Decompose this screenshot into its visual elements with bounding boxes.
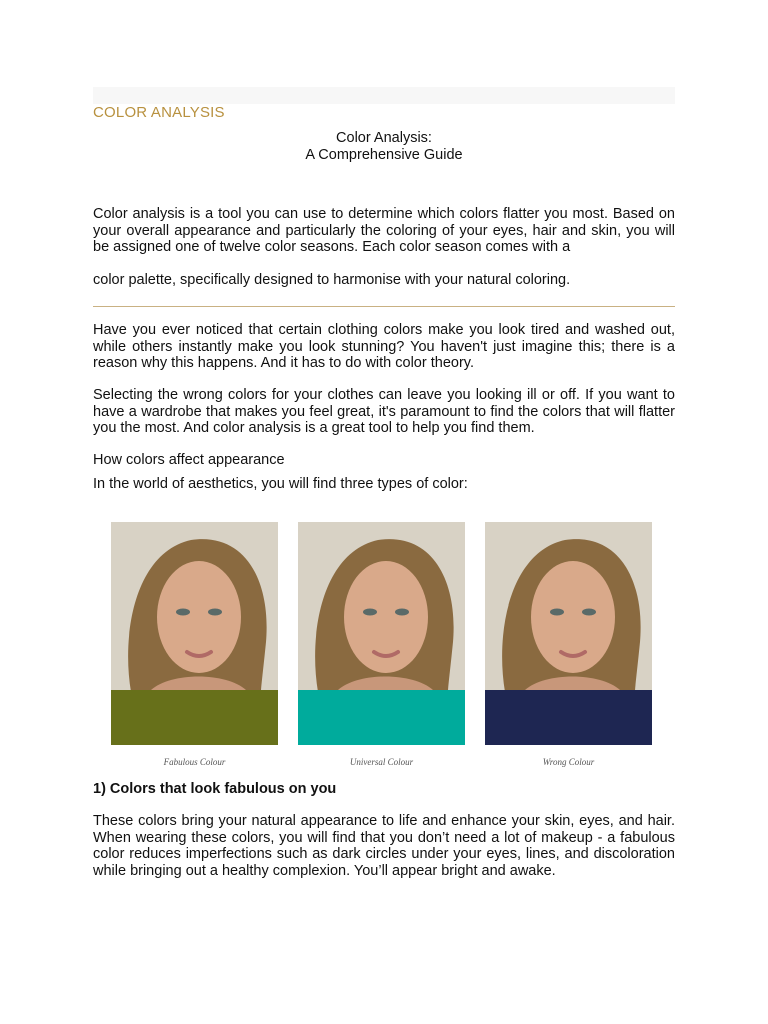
paragraph-wrong-colors: Selecting the wrong colors for your clothes can leave you looking ill or off. If you want to have a wardrobe that makes you feel great, it's paramount to find the colors that will flatter you the most. And color analysis is a great tool to help you find them. bbox=[93, 387, 675, 436]
portrait-illustration bbox=[111, 522, 278, 745]
portrait-panel-universal bbox=[298, 522, 465, 745]
portrait-panel-fabulous bbox=[111, 522, 278, 745]
subheading-fabulous-colors: 1) Colors that look fabulous on you bbox=[93, 781, 337, 797]
caption-wrong: Wrong Colour bbox=[542, 757, 595, 767]
paragraph-clothing-colors: Have you ever noticed that certain clothing colors make you look tired and washed out, while others instantly make you look stunning? You haven't just imagine this; there is a reason why this happens. And it has to do with color theory. bbox=[93, 322, 675, 371]
header-band bbox=[93, 87, 675, 104]
paragraph-fabulous-description: These colors bring your natural appearance to life and enhance your skin, eyes, and hair. When wearing these colors, you will find that you don’t need a lot of makeup - a fabulous color reduces imperfections such as dark circles under your eyes, lines, and discoloration while bringing out a healthy complexion. You’ll appear bright and awake. bbox=[93, 813, 675, 879]
title-line-1: Color Analysis: bbox=[336, 130, 432, 146]
swatch-wrong bbox=[485, 690, 652, 745]
portrait-illustration bbox=[485, 522, 652, 745]
section-label: COLOR ANALYSIS bbox=[93, 104, 225, 121]
caption-fabulous: Fabulous Colour bbox=[163, 757, 226, 767]
caption-universal: Universal Colour bbox=[349, 757, 414, 767]
portrait-illustration bbox=[298, 522, 465, 745]
swatch-universal bbox=[298, 690, 465, 745]
intro-paragraph-continued: color palette, specifically designed to harmonise with your natural coloring. bbox=[93, 272, 571, 288]
intro-paragraph: Color analysis is a tool you can use to determine which colors flatter you most. Based on your overall appearance and particularly the coloring of your eyes, hair and skin, you will be assigned one of twelve color seasons. Each color season comes with a bbox=[93, 206, 675, 255]
document-title bbox=[93, 130, 675, 164]
swatch-fabulous bbox=[111, 690, 278, 745]
color-comparison-figure bbox=[93, 506, 675, 774]
section-divider bbox=[93, 306, 675, 307]
portrait-panel-wrong bbox=[485, 522, 652, 745]
paragraph-how-colors-affect: How colors affect appearance bbox=[93, 452, 285, 468]
title-line-2: A Comprehensive Guide bbox=[305, 147, 463, 163]
paragraph-three-types: In the world of aesthetics, you will find three types of color: bbox=[93, 476, 468, 492]
